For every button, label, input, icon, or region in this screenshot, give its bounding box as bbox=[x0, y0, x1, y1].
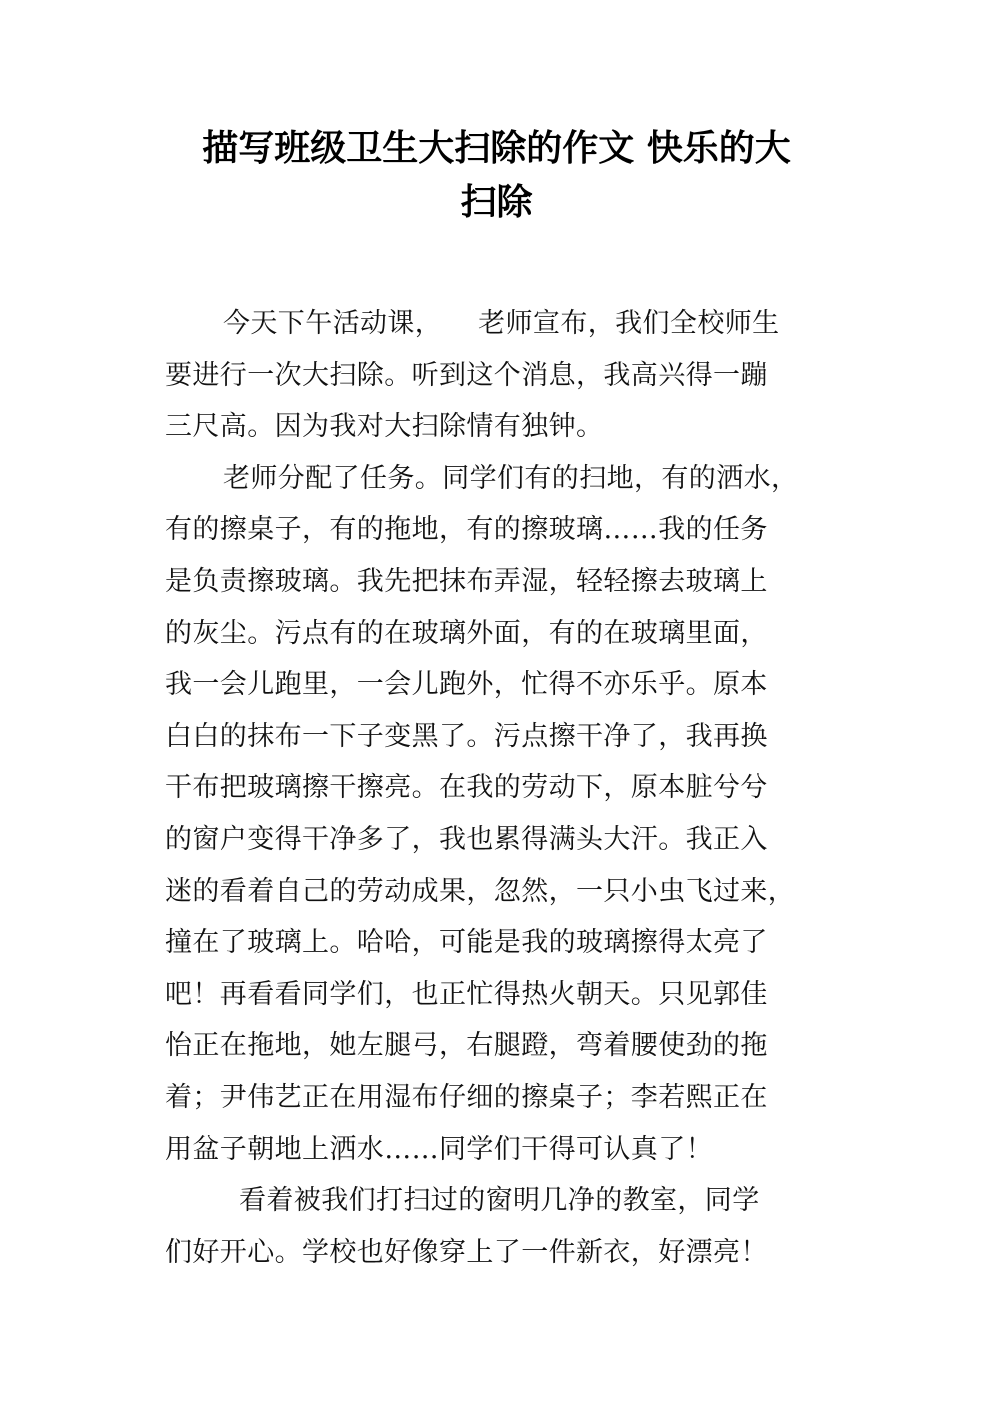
document-title bbox=[150, 122, 843, 230]
paragraph-line: 干布把玻璃擦干擦亮。在我的劳动下，原本脏兮兮 bbox=[165, 772, 768, 804]
paragraph-line: 我一会儿跑里，一会儿跑外，忙得不亦乐乎。原本 bbox=[165, 669, 768, 701]
paragraph-line: 是负责擦玻璃。我先把抹布弄湿，轻轻擦去玻璃上 bbox=[165, 565, 768, 597]
paragraph-line: 今天下午活动课， 老师宣布，我们全校师生 bbox=[223, 308, 780, 339]
paragraph-1 bbox=[165, 298, 845, 453]
paragraph-line: 撞在了玻璃上。哈哈，可能是我的玻璃擦得太亮了 bbox=[165, 927, 768, 959]
paragraph-3 bbox=[165, 1175, 845, 1278]
paragraph-line: 用盆子朝地上洒水……同学们干得可认真了！ bbox=[165, 1133, 713, 1165]
paragraph-line: 白白的抹布一下子变黑了。污点擦干净了，我再换 bbox=[165, 720, 768, 752]
paragraph-line: 要进行一次大扫除。听到这个消息，我高兴得一蹦 bbox=[165, 359, 768, 391]
title-line-1: 描写班级卫生大扫除的作文 快乐的大 bbox=[202, 128, 791, 169]
paragraph-line: 的灰尘。污点有的在玻璃外面，有的在玻璃里面， bbox=[165, 617, 768, 649]
paragraph-line: 吧！再看看同学们，也正忙得热火朝天。只见郭佳 bbox=[165, 978, 768, 1010]
paragraph-line: 老师分配了任务。同学们有的扫地，有的洒水， bbox=[223, 462, 799, 494]
paragraph-line: 看着被我们打扫过的窗明几净的教室，同学 bbox=[239, 1185, 760, 1217]
paragraph-2 bbox=[165, 453, 845, 1175]
paragraph-line: 三尺高。因为我对大扫除情有独钟。 bbox=[165, 411, 604, 443]
paragraph-line: 的窗户变得干净多了，我也累得满头大汗。我正入 bbox=[165, 823, 768, 855]
paragraph-line: 着；尹伟艺正在用湿布仔细的擦桌子；李若熙正在 bbox=[165, 1081, 768, 1113]
paragraph-line: 有的擦桌子，有的拖地，有的擦玻璃……我的任务 bbox=[165, 514, 768, 546]
paragraph-line: 怡正在拖地，她左腿弓，右腿蹬，弯着腰使劲的拖 bbox=[165, 1030, 768, 1062]
document-body bbox=[165, 298, 845, 1278]
paragraph-line: 迷的看着自己的劳动成果，忽然，一只小虫飞过来， bbox=[165, 875, 796, 907]
paragraph-line: 们好开心。学校也好像穿上了一件新衣，好漂亮！ bbox=[165, 1236, 768, 1268]
title-line-2: 扫除 bbox=[460, 182, 533, 223]
